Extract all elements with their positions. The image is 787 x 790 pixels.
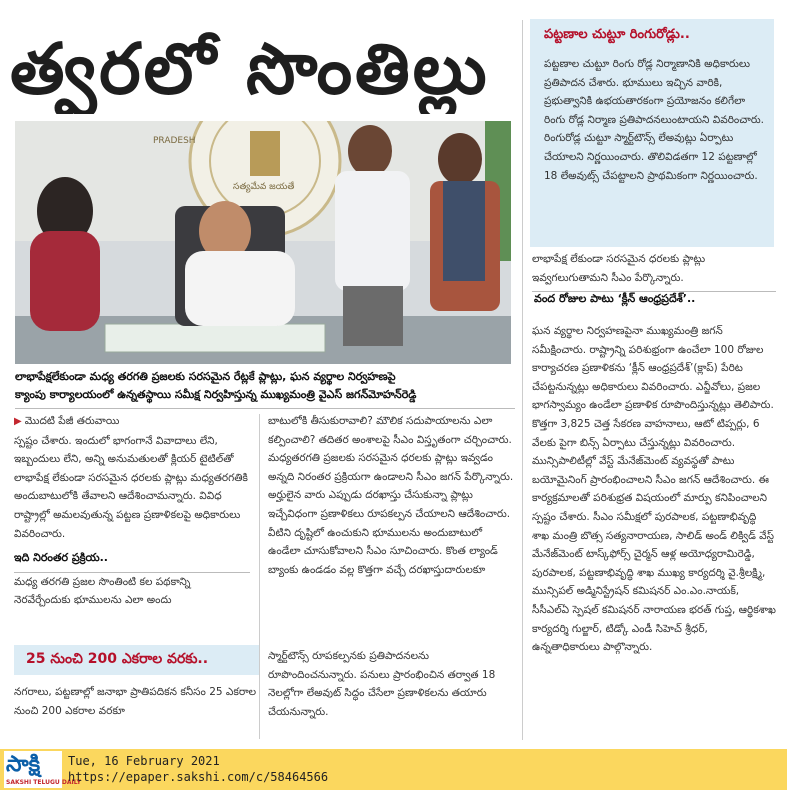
col1-paragraph-1: స్పష్టం చేశారు. ఇందులో భాగంగానే వివాదాలు లేని, ఇబ్బందులు లేని, అన్ని అనుమతులతో క్లియర్‌ టైటిల్‌తో లాభాపేక్ష లేకుండా సరసమైన ధరలకు ప్లాట్లు మధ్యతరగతికి అందుబాటులోకి తేవాలని ఆదేశించామన్నారు. వివిధ రాష్ట్రాల్లో అమలవుతున్న పట్టణ ప్రణాళికలపై అధికారులు వివరించారు.	[14, 434, 248, 540]
col3-subheading: వంద రోజుల పాటు ‘క్లీన్‌ ఆంధ్రప్రదేశ్‌’..	[534, 292, 696, 305]
logo-tagline: SAKSHI TELUGU DAILY	[6, 779, 81, 786]
box-bottom-paragraph: నగరాలు, పట్టణాల్లో జనాభా ప్రాతిపదికన కనీసం 25 ఎకరాల నుంచి 200 ఎకరాల వరకూ	[14, 686, 257, 717]
column-divider-2	[522, 20, 523, 740]
caption-line-1: లాభాపేక్షలేకుండా మధ్య తరగతి ప్రజలకు సరసమైన రేట్లకే ప్లాట్లు, ఘన వ్యర్థాల నిర్వహణపై	[15, 370, 396, 383]
plaque-text-2: సత్యమేవ జయతే	[233, 182, 295, 192]
box-bottom-text	[14, 683, 259, 743]
column-divider-1	[259, 414, 260, 739]
sidebar-box	[530, 19, 774, 247]
box-subheading-bar	[14, 645, 259, 675]
col2-paragraph-2: స్మార్ట్‌టౌన్స్‌ రూపకల్పనకు ప్రతిపాదనలను రూపొందించనున్నారు. పనులు ప్రారంభించిన తర్వాత 18 నెలల్లోగా లేఅవుట్‌ సిద్ధం చేసేలా ప్రణాళికలను తయారు చేయనున్నారు.	[268, 650, 496, 718]
box-title: 25 నుంచి 200 ఎకరాల వరకు..	[26, 651, 209, 667]
photo-caption	[15, 368, 515, 404]
plaque-text-1: PRADESH	[153, 136, 196, 146]
edition-date: Tue, 16 February 2021	[68, 754, 220, 768]
col1-subheading: ఇది నిరంతర ప్రక్రియ..	[14, 549, 250, 573]
sidebar-box-paragraph: పట్టణాల చుట్టూ రింగు రోడ్ల నిర్మాణానికి అధికారులు ప్రతిపాదన చేశారు. భూములు ఇచ్చిన వారికి, ప్రభుత్వానికి ఉభయతారకంగా ప్రయోజనం కలిగేలా రింగు రోడ్ల నిర్మాణ ప్రతిపాదనలుంటాయని వివరించారు. రింగురోడ్ల చుట్టూ స్మార్ట్‌టౌన్స్‌ లేఅవుట్లు ఏర్పాటు చేయాలని నిర్ణయించారు. తొలివిడతగా 12 పట్టణాల్లో 18 లేఅవుట్స్‌ చేపట్టాలని ప్రాథమికంగా నిర్ణయించారు.	[544, 58, 765, 182]
article-column-1	[14, 412, 250, 634]
col3-paragraph-2: ఘన వ్యర్థాల నిర్వహణపైనా ముఖ్యమంత్రి జగన్‌ సమీక్షించారు. రాష్ట్రాన్ని పరిశుభ్రంగా ఉంచేలా 100 రోజుల కార్యాచరణ ప్రణాళికను ‘క్లీన్‌ ఆంధ్రప్రదేశ్‌’(క్లాప్‌) పేరిట చేపట్టనున్నట్లు అధికారులు వివరించారు. ఎన్జీవోలు, ప్రజల భాగస్వామ్యం ఉండేలా ప్రణాళిక రూపొందిస్తున్నట్లు తెలిపారు. కొత్తగా 3,825 చెత్త సేకరణ వాహనాలు, ఆటో టిప్పర్లు, 6 వేలకు పైగా బిన్స్‌ ఏర్పాటు చేస్తున్నట్లు వివరించారు. మున్సిపాలిటీల్లో వేస్ట్‌ మేనేజ్‌మెంట్‌ వ్యవస్థతో పాటు బయోమైనింగ్‌ ప్రారంభించాలని సీఎం జగన్‌ ఆదేశించారు. ఈ కార్యక్రమాలతో పరిశుభ్రత విషయంలో మార్పు కనిపించాలని స్పష్టం చేశారు. సీఎం సమీక్షలో పురపాలక, పట్టణాభివృద్ధి శాఖ మంత్రి బొత్స సత్యనారాయణ, సాలిడ్‌ అండ్‌ లిక్విడ్‌ వేస్ట్‌ మేనేజ్‌మెంట్‌ టాస్క్‌ఫోర్స్‌ చైర్మన్‌ ఆళ్ల అయోధ్యరామిరెడ్డి, పురపాలక, పట్టణాభివృద్ధి శాఖ ముఖ్య కార్యదర్శి వై.శ్రీలక్ష్మి, మున్సిపల్‌ అడ్మినిస్ట్రేషన్‌ కమిషనర్‌ ఎం.ఎం.నాయక్, సీసీఎల్‌ఏ స్పెషల్‌ కమిషనర్‌ నారాయణ భరత్‌ గుప్త, ఆర్థికశాఖ కార్యదర్శి గుల్జార్, టిడ్కో ఎండీ సిహెచ్‌ శ్రీధర్, ఉన్నతాధికారులు పాల్గొన్నారు.	[532, 325, 776, 654]
red-triangle-icon: ▶	[14, 416, 22, 427]
caption-divider	[15, 408, 515, 409]
continued-marker: ▶ మొదటి పేజీ తరువాయి	[14, 415, 120, 427]
col3-paragraph-1: లాభాపేక్ష లేకుండా సరసమైన ధరలకు ప్లాట్లు ఇవ్వగలుగుతామని సీఎం పేర్కొన్నారు.	[532, 253, 706, 284]
logo-text: సాక్షి	[6, 752, 41, 777]
col1-paragraph-2: మధ్య తరగతి ప్రజల సొంతింటి కల పథకాన్ని నెరవేర్చేందుకు భూములను ఎలా అందు	[14, 575, 191, 607]
article-column-3-top	[532, 250, 776, 288]
sakshi-logo	[4, 751, 81, 788]
article-column-2-bottom	[268, 647, 514, 742]
footer-bar	[0, 749, 787, 790]
article-column-3	[532, 322, 776, 742]
news-photo	[15, 121, 511, 364]
col2-paragraph-1: బాటులోకి తీసుకురావాలి? మౌలిక సదుపాయాలను ఎలా కల్పించాలి? తదితర అంశాలపై సీఎం విస్తృతంగా చర్చించారు. మధ్యతరగతి ప్రజలకు సరసమైన ధరలకు ప్లాట్లు ఇవ్వడం అన్నది నిరంతర ప్రక్రియగా ఉండాలని సీఎం జగన్‌ పేర్కొన్నారు. అర్హులైన వారు ఎప్పుడు దరఖాస్తు చేసుకున్నా ప్లాట్లు ఇచ్చేవిధంగా ప్రణాళికలు రూపకల్పన చేయాలని ఆదేశించారు. వీటిని దృష్టిలో ఉంచుకుని భూములను అందుబాటులో ఉండేలా చూసుకోవాలని సీఎం సూచించారు. కొంత ల్యాండ్‌ బ్యాంకు ఉండడం వల్ల కొత్తగా వచ్చే దరఖాస్తుదారులకూ	[268, 415, 514, 576]
caption-line-2: క్యాంపు కార్యాలయంలో ఉన్నతస్థాయి సమీక్ష నిర్వహిస్తున్న ముఖ్యమంత్రి వైఎస్‌ జగన్‌మోహన్‌రెడ్డి	[15, 388, 417, 401]
headline: త్వరలో సొంతిల్లు	[10, 28, 490, 110]
sidebar-box-title: పట్టణాల చుట్టూ రింగురోడ్లు..	[544, 27, 690, 42]
article-column-2	[268, 412, 514, 642]
sidebar-box-text	[544, 55, 766, 241]
epaper-link[interactable]: https://epaper.sakshi.com/c/58464566	[68, 770, 329, 784]
